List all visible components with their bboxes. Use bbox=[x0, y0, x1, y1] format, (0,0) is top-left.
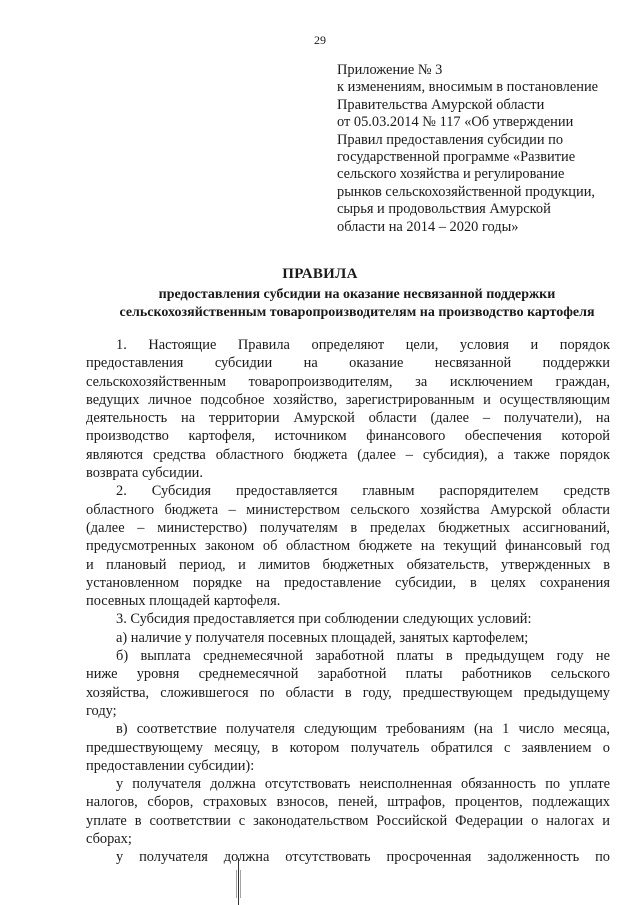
paragraph-line: 2. Субсидия предоставляется главным распорядителем средств bbox=[116, 483, 610, 500]
subtitle-line: предоставления субсидии на оказание несвязанной поддержки bbox=[158, 287, 556, 302]
binding-mark bbox=[236, 858, 241, 905]
paragraph-line: уплате в соответствии с законодательством Российской Федерации о налогах и bbox=[86, 812, 610, 829]
appendix-line: Правил предоставления субсидии по bbox=[337, 131, 564, 148]
paragraph-line: у получателя должна отсутствовать неисполненная обязанность по уплате bbox=[116, 776, 610, 793]
paragraph-line: хозяйства, сложившегося по области в году, предшествующем предыдущему bbox=[86, 684, 610, 701]
document-title: ПРАВИЛА bbox=[282, 266, 358, 282]
paragraph-line: 1. Настоящие Правила определяют цели, условия и порядок bbox=[116, 337, 610, 353]
paragraph-line: а) наличие у получателя посевных площадей, занятых картофелем; bbox=[116, 629, 529, 646]
appendix-line: Приложение № 3 bbox=[337, 62, 443, 78]
paragraph-line: предоставления субсидии на оказание несвязанной поддержки bbox=[86, 355, 610, 372]
paragraph-line: областного бюджета – министерством сельского хозяйства Амурской области bbox=[86, 501, 610, 518]
paragraph-line: 3. Субсидия предоставляется при соблюдении следующих условий: bbox=[116, 611, 532, 628]
paragraph-line: в) соответствие получателя следующим требованиям (на 1 число месяца, bbox=[116, 721, 610, 738]
paragraph-line: ведущих личное подсобное хозяйство, зарегистрированным и осуществляющим bbox=[86, 391, 610, 408]
appendix-line: Правительства Амурской области bbox=[337, 96, 545, 113]
paragraph-line: предусмотренных законом об областном бюджете на текущий финансовый год bbox=[86, 538, 610, 555]
paragraph-line: посевных площадей картофеля. bbox=[86, 593, 281, 610]
paragraph-line: установленном порядке на предоставление субсидии, в целях сохранения bbox=[86, 574, 610, 591]
paragraph-line: производство картофеля, источником финансового обеспечения которой bbox=[86, 428, 610, 445]
paragraph-line: б) выплата среднемесячной заработной платы в предыдущем году не bbox=[116, 648, 610, 665]
page-number: 29 bbox=[314, 33, 326, 47]
paragraph-line: году; bbox=[86, 702, 117, 719]
appendix-header bbox=[337, 62, 627, 236]
paragraph-line: у получателя должна отсутствовать просроченная задолженность по bbox=[116, 849, 610, 866]
paragraph-line: и плановый период, и лимитов бюджетных обязательств, утвержденных в bbox=[86, 556, 610, 573]
appendix-line: сырья и продовольствия Амурской bbox=[337, 201, 551, 218]
paragraph-line: налогов, сборов, страховых взносов, пеней, штрафов, процентов, подлежащих bbox=[86, 794, 610, 811]
appendix-line: к изменениям, вносимым в постановление bbox=[337, 79, 599, 96]
paragraph-line: ниже уровня среднемесячной заработной платы работников сельского bbox=[86, 666, 610, 683]
paragraph-line: (далее – министерство) получателям в пределах бюджетных ассигнований, bbox=[86, 519, 610, 536]
paragraph-line: предоставлении субсидии): bbox=[86, 757, 255, 774]
paragraph-line: деятельность на территории Амурской области (далее – получатели), на bbox=[86, 410, 610, 427]
appendix-line: государственной программе «Развитие bbox=[337, 149, 576, 166]
appendix-line: от 05.03.2014 № 117 «Об утверждении bbox=[337, 114, 574, 131]
appendix-line: рынков сельскохозяйственной продукции, bbox=[337, 183, 595, 200]
document-subtitle bbox=[86, 286, 628, 322]
appendix-line: области на 2014 – 2020 годы» bbox=[337, 218, 519, 235]
paragraph-line: являются средства областного бюджета (далее – субсидия), а также порядок bbox=[86, 446, 610, 463]
paragraph-line: предшествующему месяцу, в котором получатель обратился с заявлением о bbox=[86, 739, 610, 756]
paragraph-line: сельскохозяйственным товаропроизводителям, за исключением граждан, bbox=[86, 373, 610, 390]
document-body bbox=[86, 336, 610, 867]
subtitle-line: сельскохозяйственным товаропроизводителям на производство картофеля bbox=[119, 305, 595, 320]
appendix-line: сельского хозяйства и регулирование bbox=[337, 166, 565, 183]
paragraph-line: сборах; bbox=[86, 831, 132, 848]
paragraph-line: возврата субсидии. bbox=[86, 465, 203, 482]
